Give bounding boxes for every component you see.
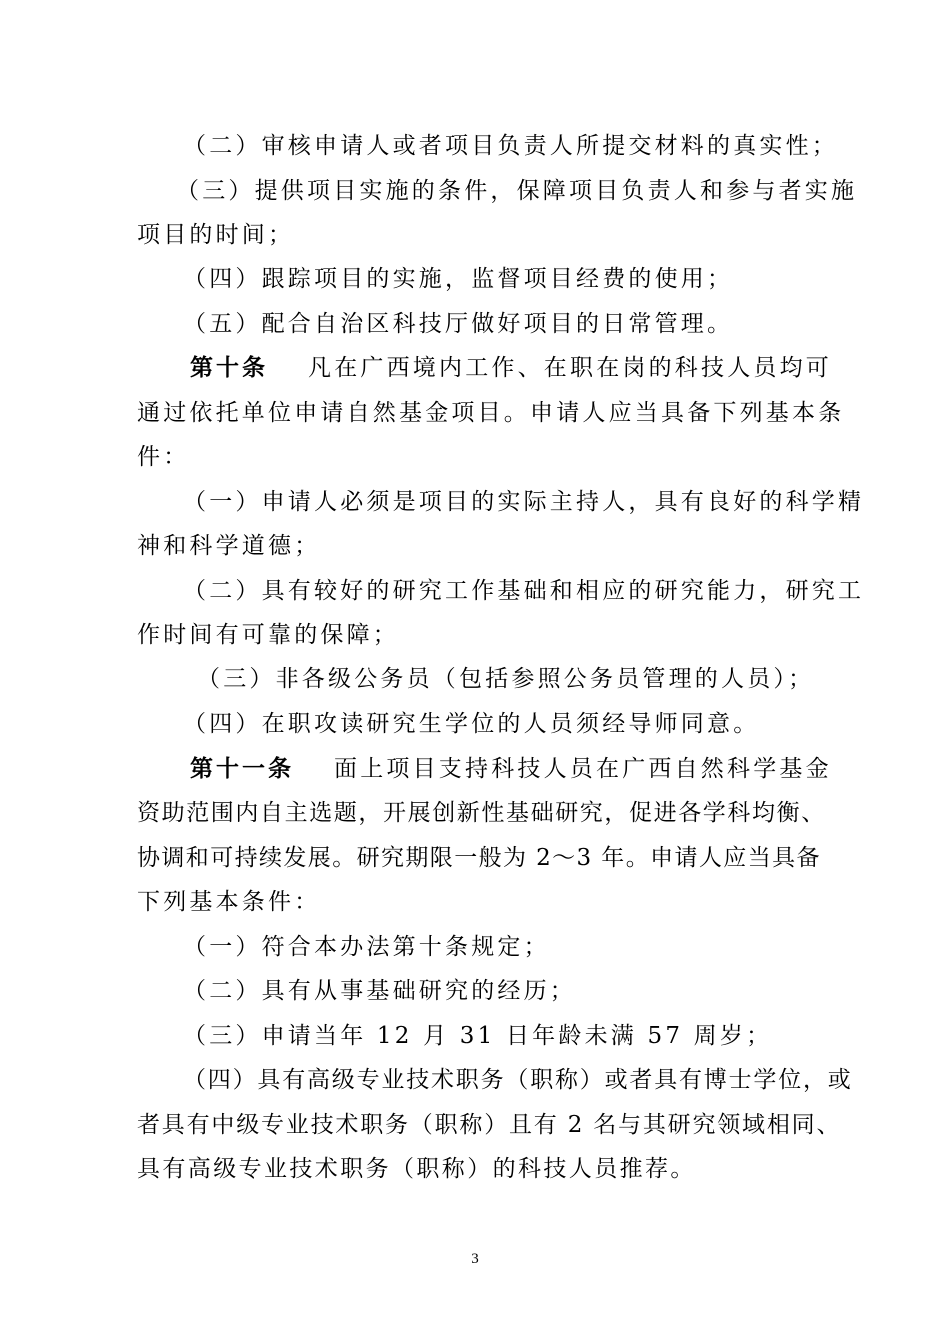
paragraph-line: 作时间有可靠的保障； [137, 622, 399, 648]
paragraph-line: 资助范围内自主选题，开展创新性基础研究，促进各学科均衡、 [137, 800, 826, 826]
paragraph-line: （四）具有高级专业技术职务（职称）或者具有博士学位，或 [183, 1067, 853, 1093]
paragraph-line: （一）申请人必须是项目的实际主持人，具有良好的科学精 [183, 489, 865, 515]
page-number: 3 [471, 1251, 479, 1267]
paragraph-line: 凡在广西境内工作、在职在岗的科技人员均可 [308, 355, 832, 381]
paragraph-line: 面上项目支持科技人员在广西自然科学基金 [334, 756, 832, 782]
paragraph-line: 者具有中级专业技术职务（职称）且有 2 名与其研究领域相同、 [137, 1112, 842, 1138]
article-11-line [190, 754, 880, 784]
paragraph-line: （二）具有从事基础研究的经历； [183, 978, 576, 1004]
paragraph-line: （三）非各级公务员（包括参照公务员管理的人员）； [197, 666, 815, 692]
paragraph-line: （四）在职攻读研究生学位的人员须经导师同意。 [183, 711, 760, 737]
paragraph-line: （三）申请当年 12 月 31 日年龄未满 57 周岁； [183, 1023, 773, 1049]
paragraph-line: 通过依托单位申请自然基金项目。申请人应当具备下列基本条 [137, 400, 845, 426]
paragraph-line: 具有高级专业技术职务（职称）的科技人员推荐。 [137, 1156, 696, 1182]
paragraph-line: 项目的时间； [137, 222, 295, 248]
paragraph-line: （二）审核申请人或者项目负责人所提交材料的真实性； [183, 133, 838, 159]
paragraph-line: （一）符合本办法第十条规定； [183, 934, 550, 960]
paragraph-line: （三）提供项目实施的条件，保障项目负责人和参与者实施 [176, 178, 858, 204]
paragraph-line: （五）配合自治区科技厅做好项目的日常管理。 [183, 311, 734, 337]
paragraph-line: 下列基本条件： [137, 889, 321, 915]
article-heading: 第十条 [190, 354, 268, 381]
paragraph-line: 神和科学道德； [137, 533, 321, 559]
paragraph-line: 件： [137, 444, 190, 470]
paragraph-line: （二）具有较好的研究工作基础和相应的研究能力，研究工 [183, 578, 865, 604]
article-heading: 第十一条 [190, 755, 294, 782]
article-10-line [190, 353, 880, 383]
paragraph-line: 协调和可持续发展。研究期限一般为 2～3 年。申请人应当具备 [137, 845, 821, 871]
paragraph-line: （四）跟踪项目的实施，监督项目经费的使用； [183, 266, 734, 292]
